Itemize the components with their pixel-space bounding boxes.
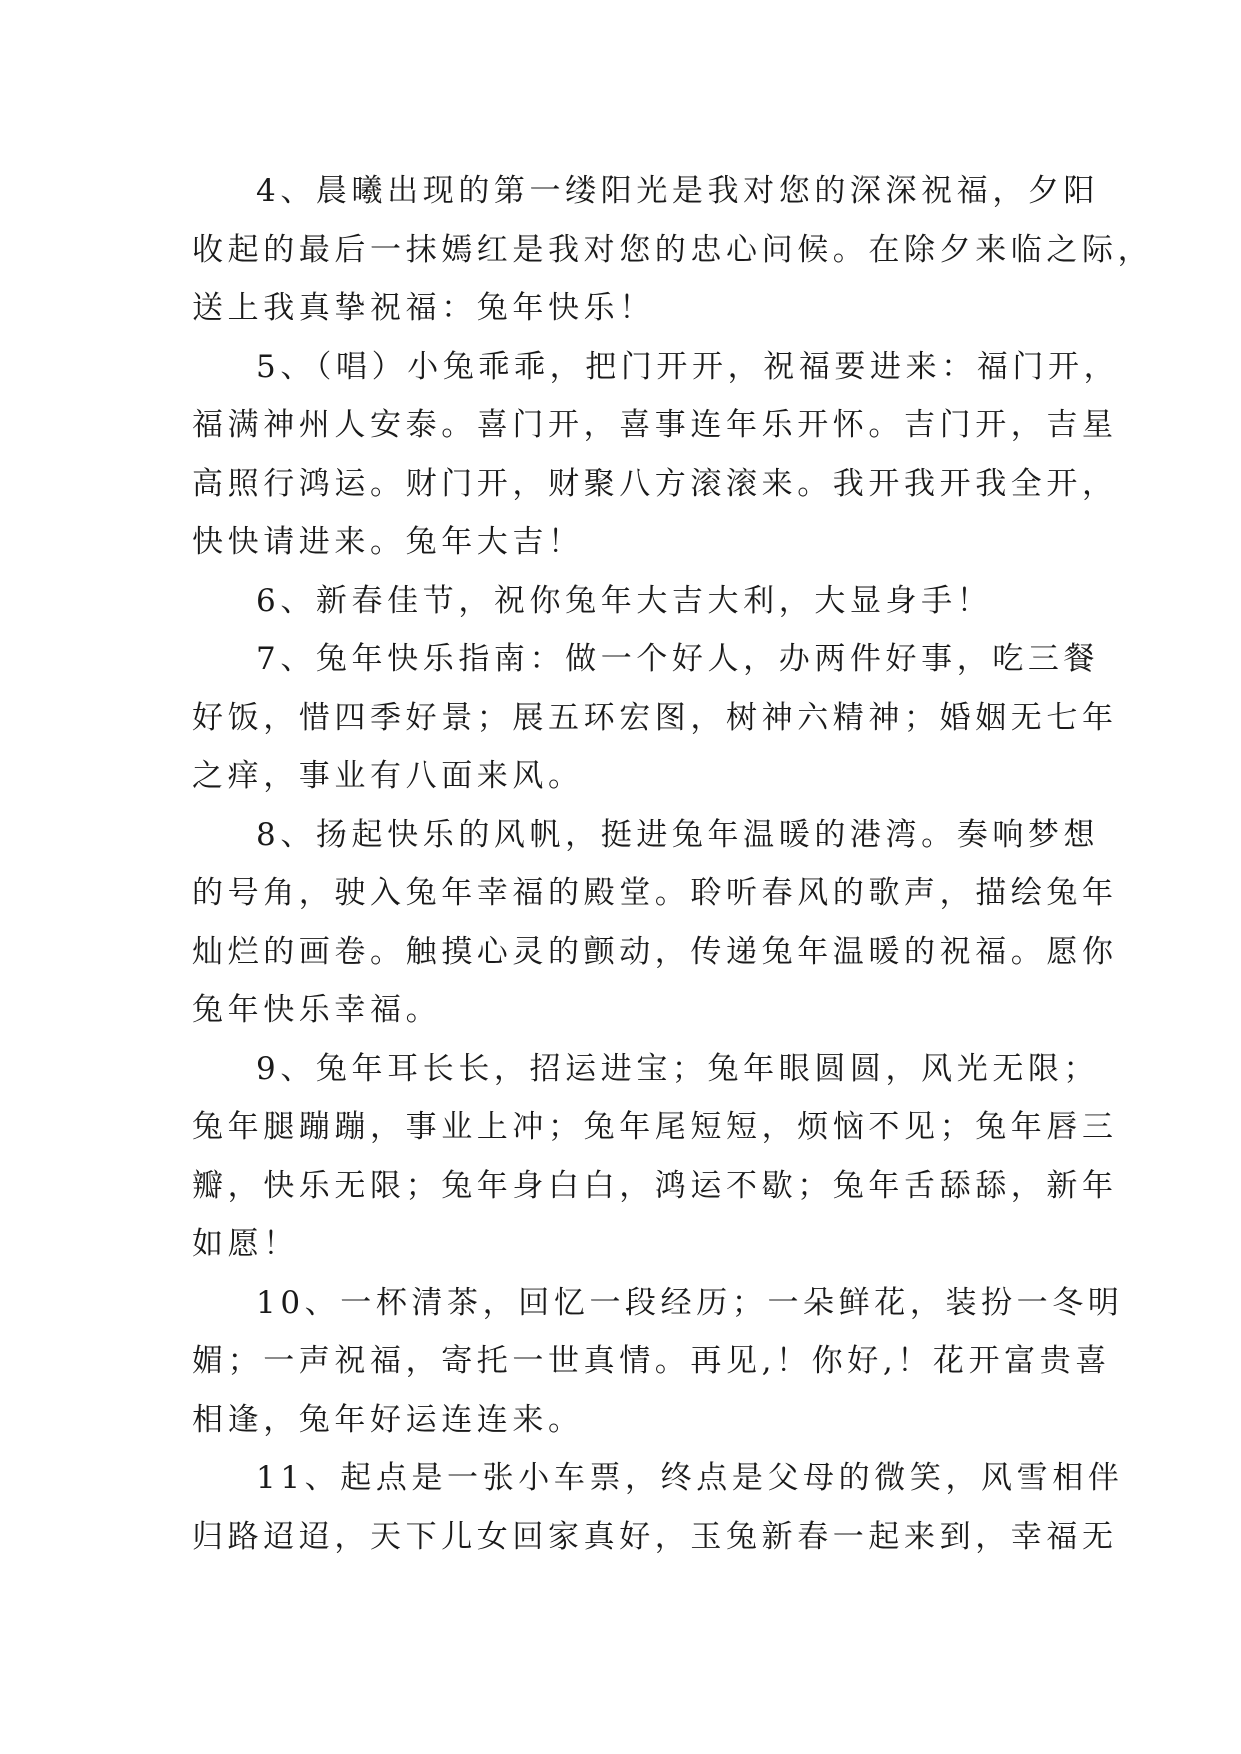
text-line: 快快请进来。兔年大吉！ [192,524,584,560]
text-line: 11、起点是一张小车票，终点是父母的微笑，风雪相伴 [256,1460,1124,1496]
text-line: 归路迢迢，天下儿女回家真好，玉兔新春一起来到，幸福无 [192,1518,1118,1555]
text-line: 5、（唱）小兔乖乖，把门开开，祝福要进来：福门开， [256,348,1120,385]
text-line: 之痒，事业有八面来风。 [192,758,584,794]
text-line: 收起的最后一抹嫣红是我对您的忠心问候。在除夕来临之际， [192,231,1154,268]
paragraph-7 [192,630,1118,806]
text-line: 6、新春佳节，祝你兔年大吉大利，大显身手！ [256,582,993,619]
document-body [192,162,1154,1566]
text-line: 媚；一声祝福，寄托一世真情。再见,！你好,！花开富贵喜 [192,1343,1111,1379]
paragraph-4 [192,162,1154,338]
paragraph-11 [192,1449,1124,1566]
text-line: 兔年快乐幸福。 [192,992,442,1028]
text-line: 相逢，兔年好运连连来。 [192,1401,584,1438]
text-line: 好饭，惜四季好景；展五环宏图，树神六精神；婚姻无七年 [192,699,1118,736]
text-line: 如愿！ [192,1226,299,1262]
paragraph-6 [192,572,1097,631]
text-line: 兔年腿蹦蹦，事业上冲；兔年尾短短，烦恼不见；兔年唇三 [192,1109,1118,1145]
paragraph-5 [192,338,1120,572]
text-line: 福满神州人安泰。喜门开，喜事连年乐开怀。吉门开，吉星 [192,407,1118,443]
text-line: 9、兔年耳长长，招运进宝；兔年眼圆圆，风光无限； [256,1050,1100,1087]
paragraph-9 [192,1040,1118,1274]
paragraph-8 [192,806,1118,1040]
text-line: 瓣，快乐无限；兔年身白白，鸿运不歇；兔年舌舔舔，新年 [192,1167,1118,1204]
text-line: 高照行鸿运。财门开，财聚八方滚滚来。我开我开我全开， [192,465,1118,502]
text-line: 10、一杯清茶，回忆一段经历；一朵鲜花，装扮一冬明 [256,1284,1124,1321]
text-line: 的号角，驶入兔年幸福的殿堂。聆听春风的歌声，描绘兔年 [192,875,1118,911]
text-line: 7、兔年快乐指南：做一个好人，办两件好事，吃三餐 [256,641,1100,677]
text-line: 灿烂的画卷。触摸心灵的颤动，传递兔年温暖的祝福。愿你 [192,933,1118,970]
text-line: 8、扬起快乐的风帆，挺进兔年温暖的港湾。奏响梦想 [256,816,1100,853]
text-line: 4、晨曦出现的第一缕阳光是我对您的深深祝福，夕阳 [256,173,1100,209]
text-line: 送上我真挚祝福：兔年快乐！ [192,290,655,326]
paragraph-10 [192,1274,1124,1450]
